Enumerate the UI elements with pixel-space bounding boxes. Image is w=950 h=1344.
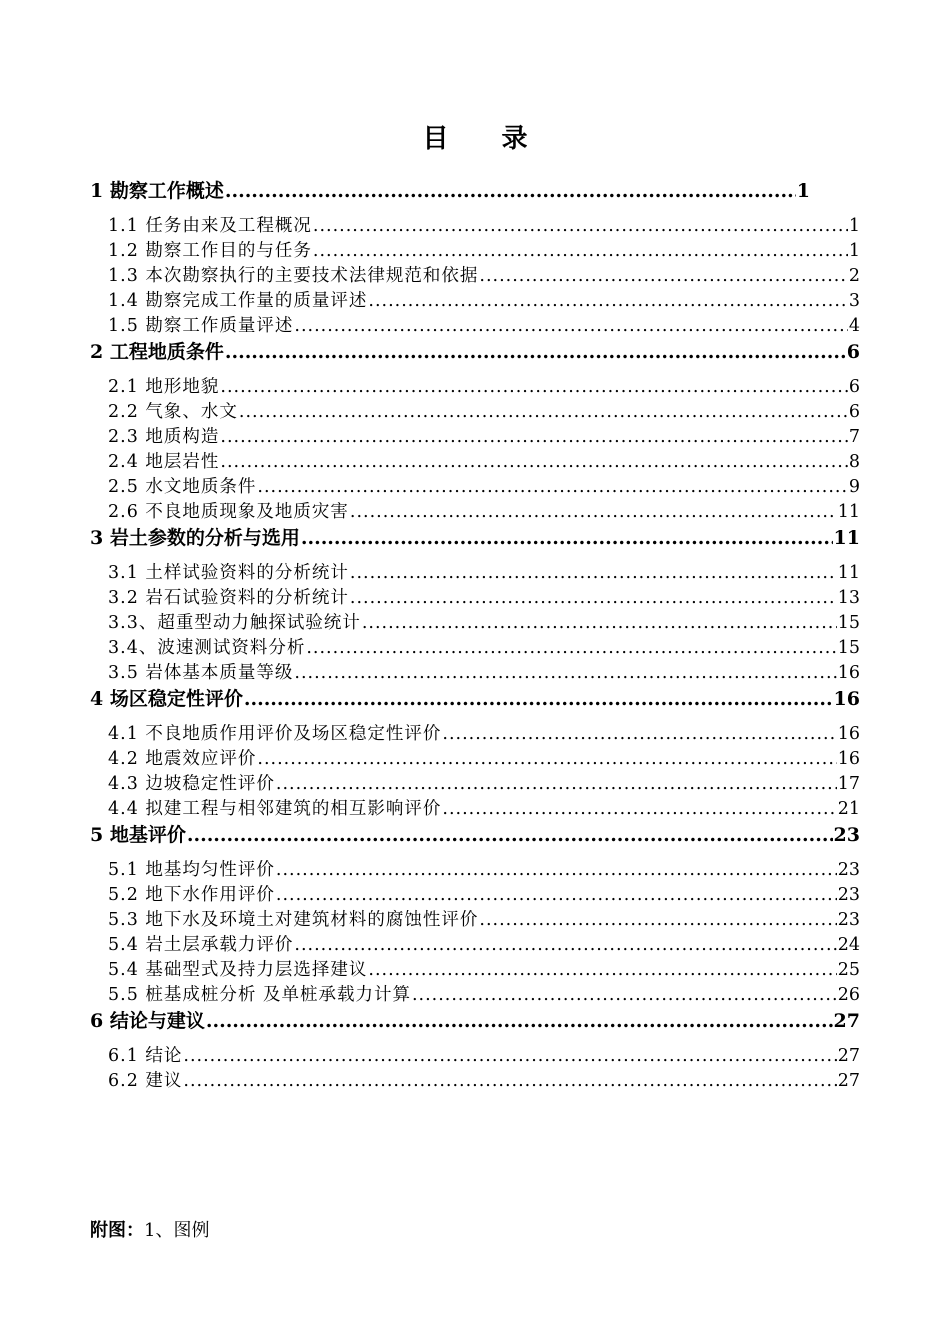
toc-section-entry[interactable] (90, 264, 860, 289)
toc-section-entry[interactable] (90, 747, 860, 772)
toc-page-number: 1 (796, 180, 810, 202)
toc-leader-dots (220, 425, 847, 450)
toc-leader-dots (362, 611, 837, 636)
toc-section-label: 1.4 勘察完成工作量的质量评述 (108, 291, 368, 311)
toc-leader-dots (187, 822, 833, 848)
toc-section-label: 4.2 地震效应评价 (108, 749, 257, 769)
toc-leader-dots (183, 1069, 836, 1094)
toc-section-label: 4.3 边坡稳定性评价 (108, 774, 275, 794)
toc-section-entry[interactable] (90, 1044, 860, 1069)
toc-page-number: 6 (848, 402, 860, 422)
toc-page-number: 8 (848, 452, 860, 472)
toc-chapter-label: 2 工程地质条件 (90, 341, 224, 363)
toc-section-entry[interactable] (90, 561, 860, 586)
toc-section-label: 5.1 地基均匀性评价 (108, 860, 275, 880)
toc-page-number: 16 (837, 724, 860, 744)
toc-page-number: 25 (837, 960, 860, 980)
toc-chapter-label: 5 地基评价 (90, 824, 186, 846)
toc-page-number: 9 (848, 477, 860, 497)
toc-page-number: 11 (837, 563, 860, 583)
toc-section-label: 6.1 结论 (108, 1046, 183, 1066)
toc-page-number: 26 (837, 985, 860, 1005)
toc-page-number: 27 (837, 1046, 860, 1066)
toc-leader-dots (276, 883, 837, 908)
toc-section-label: 5.4 岩土层承载力评价 (108, 935, 294, 955)
table-of-contents (90, 178, 860, 1094)
toc-leader-dots (479, 908, 836, 933)
toc-page-number: 7 (848, 427, 860, 447)
toc-page-number: 4 (848, 316, 860, 336)
toc-chapter-entry[interactable] (90, 339, 860, 375)
toc-chapter-label: 6 结论与建议 (90, 1010, 205, 1032)
toc-page-number: 15 (837, 638, 860, 658)
toc-page-number: 1 (848, 216, 860, 236)
toc-page-number: 3 (848, 291, 860, 311)
toc-page-number: 16 (837, 663, 860, 683)
toc-section-label: 3.4、波速测试资料分析 (108, 638, 306, 658)
toc-leader-dots (206, 1008, 833, 1034)
toc-leader-dots (313, 214, 848, 239)
toc-section-entry[interactable] (90, 214, 860, 239)
toc-title: 目 录 (422, 124, 550, 154)
appendix-line (90, 1216, 209, 1242)
toc-chapter-entry[interactable] (90, 686, 860, 722)
toc-leader-dots (244, 686, 833, 712)
toc-leader-dots (276, 858, 837, 883)
toc-page-number: 27 (833, 1010, 860, 1032)
toc-section-entry[interactable] (90, 983, 860, 1008)
toc-leader-dots (306, 636, 836, 661)
toc-section-label: 2.5 水文地质条件 (108, 477, 257, 497)
toc-section-entry[interactable] (90, 314, 860, 339)
toc-leader-dots (220, 375, 847, 400)
toc-section-entry[interactable] (90, 239, 860, 264)
toc-leader-dots (225, 339, 846, 365)
toc-section-label: 2.3 地质构造 (108, 427, 220, 447)
toc-page-number: 17 (837, 774, 860, 794)
toc-section-entry[interactable] (90, 500, 860, 525)
toc-leader-dots (301, 525, 833, 551)
toc-section-label: 4.4 拟建工程与相邻建筑的相互影响评价 (108, 799, 442, 819)
toc-page-number: 21 (837, 799, 860, 819)
toc-section-entry[interactable] (90, 1069, 860, 1094)
toc-section-entry[interactable] (90, 450, 860, 475)
toc-section-entry[interactable] (90, 611, 860, 636)
toc-leader-dots (257, 475, 847, 500)
toc-page-number: 24 (837, 935, 860, 955)
toc-section-entry[interactable] (90, 425, 860, 450)
toc-section-label: 5.4 基础型式及持力层选择建议 (108, 960, 368, 980)
toc-section-label: 2.2 气象、水文 (108, 402, 238, 422)
toc-leader-dots (239, 400, 848, 425)
toc-section-entry[interactable] (90, 475, 860, 500)
toc-page-number: 23 (837, 910, 860, 930)
toc-section-label: 5.3 地下水及环境土对建筑材料的腐蚀性评价 (108, 910, 479, 930)
toc-section-entry[interactable] (90, 636, 860, 661)
toc-page-number: 6 (846, 341, 860, 363)
toc-leader-dots (294, 933, 836, 958)
toc-section-entry[interactable] (90, 908, 860, 933)
toc-leader-dots (183, 1044, 836, 1069)
toc-section-label: 1.5 勘察工作质量评述 (108, 316, 294, 336)
toc-page-number: 23 (837, 885, 860, 905)
toc-page-number: 6 (848, 377, 860, 397)
toc-chapter-label: 1 勘察工作概述 (90, 180, 224, 202)
toc-section-label: 1.2 勘察工作目的与任务 (108, 241, 312, 261)
toc-section-label: 3.5 岩体基本质量等级 (108, 663, 294, 683)
toc-page-number: 13 (837, 588, 860, 608)
toc-section-entry[interactable] (90, 772, 860, 797)
toc-section-entry[interactable] (90, 933, 860, 958)
toc-leader-dots (479, 264, 847, 289)
toc-section-label: 2.1 地形地貌 (108, 377, 220, 397)
toc-page-number: 15 (837, 613, 860, 633)
toc-chapter-entry[interactable] (90, 1008, 860, 1044)
toc-chapter-entry[interactable] (90, 525, 860, 561)
toc-leader-dots (220, 450, 847, 475)
toc-section-label: 1.1 任务由来及工程概况 (108, 216, 312, 236)
toc-leader-dots (368, 289, 847, 314)
toc-chapter-label: 3 岩土参数的分析与选用 (90, 527, 300, 549)
toc-section-label: 3.1 土样试验资料的分析统计 (108, 563, 349, 583)
toc-section-label: 5.5 桩基成桩分析 及单桩承载力计算 (108, 985, 411, 1005)
toc-leader-dots (442, 722, 836, 747)
toc-leader-dots (368, 958, 836, 983)
toc-section-label: 1.3 本次勘察执行的主要技术法律规范和依据 (108, 266, 479, 286)
toc-leader-dots (442, 797, 836, 822)
toc-section-entry[interactable] (90, 289, 860, 314)
appendix-text: 1、图例 (144, 1220, 210, 1241)
toc-page-number: 2 (848, 266, 860, 286)
toc-chapter-entry[interactable] (90, 178, 810, 214)
toc-section-entry[interactable] (90, 797, 860, 822)
toc-section-label: 2.6 不良地质现象及地质灾害 (108, 502, 349, 522)
toc-page-number: 11 (833, 527, 860, 549)
toc-section-entry[interactable] (90, 883, 860, 908)
toc-leader-dots (412, 983, 837, 1008)
toc-leader-dots (350, 561, 837, 586)
toc-leader-dots (350, 500, 837, 525)
toc-section-entry[interactable] (90, 375, 860, 400)
toc-section-entry[interactable] (90, 722, 860, 747)
toc-page-number: 27 (837, 1071, 860, 1091)
appendix-label: 附图： (90, 1220, 144, 1241)
toc-section-entry[interactable] (90, 400, 860, 425)
toc-leader-dots (276, 772, 837, 797)
toc-page-number: 16 (833, 688, 860, 710)
toc-page-number: 11 (837, 502, 860, 522)
toc-section-entry[interactable] (90, 858, 860, 883)
toc-section-entry[interactable] (90, 586, 860, 611)
toc-section-entry[interactable] (90, 958, 860, 983)
toc-leader-dots (294, 314, 847, 339)
toc-leader-dots (257, 747, 836, 772)
toc-page-number: 23 (833, 824, 860, 846)
toc-section-label: 2.4 地层岩性 (108, 452, 220, 472)
toc-section-label: 3.2 岩石试验资料的分析统计 (108, 588, 349, 608)
toc-leader-dots (294, 661, 836, 686)
toc-leader-dots (350, 586, 837, 611)
toc-leader-dots (313, 239, 848, 264)
toc-page-number: 23 (837, 860, 860, 880)
toc-leader-dots (225, 178, 796, 204)
toc-section-label: 3.3、超重型动力触探试验统计 (108, 613, 361, 633)
toc-section-label: 4.1 不良地质作用评价及场区稳定性评价 (108, 724, 442, 744)
toc-section-entry[interactable] (90, 661, 860, 686)
toc-chapter-entry[interactable] (90, 822, 860, 858)
toc-page-number: 16 (837, 749, 860, 769)
toc-page-number: 1 (848, 241, 860, 261)
toc-section-label: 5.2 地下水作用评价 (108, 885, 275, 905)
toc-section-label: 6.2 建议 (108, 1071, 183, 1091)
toc-chapter-label: 4 场区稳定性评价 (90, 688, 243, 710)
